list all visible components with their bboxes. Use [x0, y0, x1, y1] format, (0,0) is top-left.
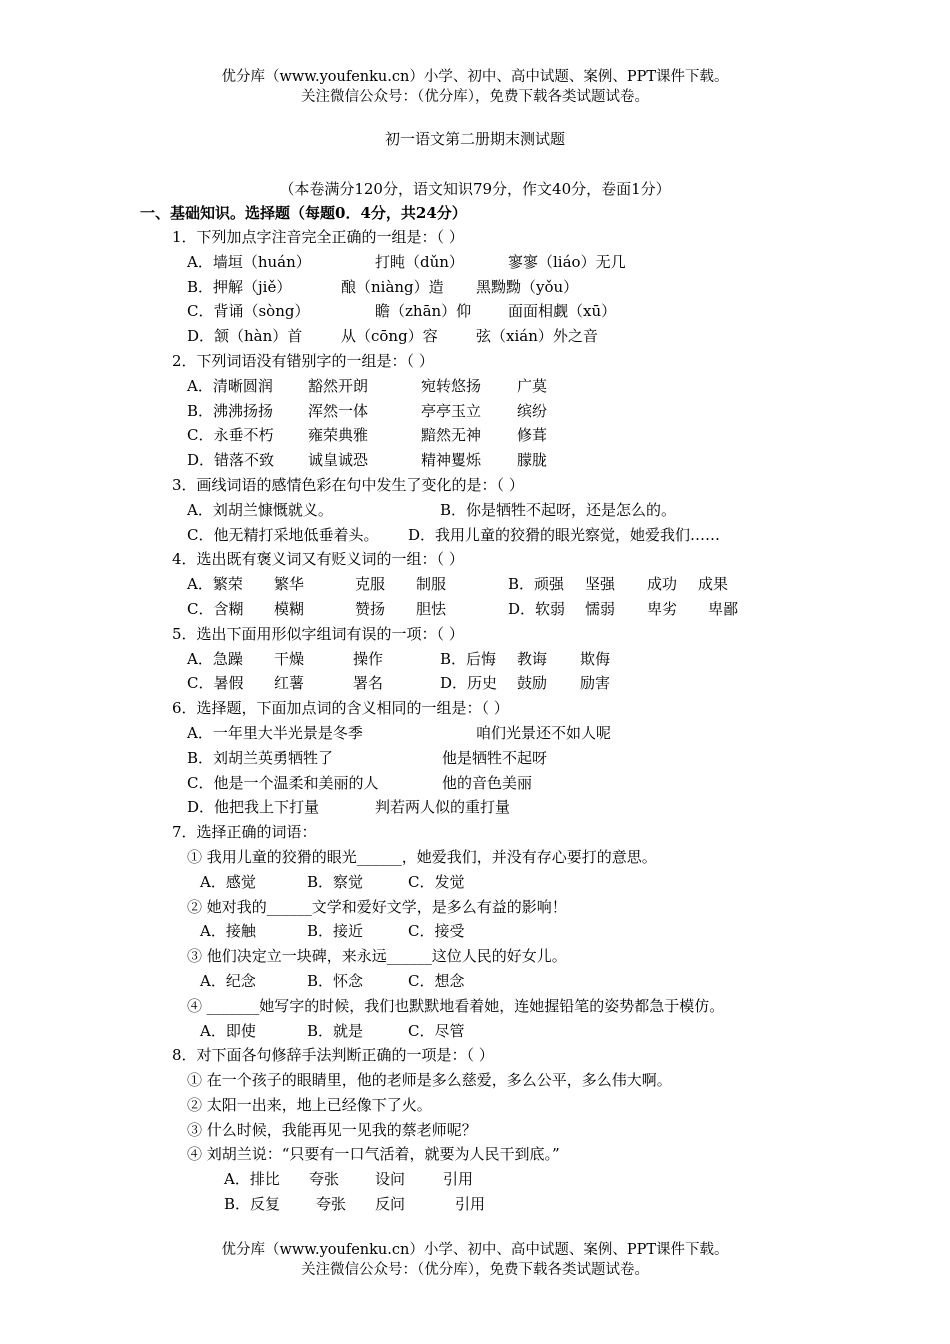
question-7-sentence-3: ③ 他们决定立一块碑，来永远______这位人民的好女儿。	[187, 947, 567, 966]
question-8-sentence-2: ② 太阳一出来，地上已经像下了火。	[187, 1095, 432, 1114]
footer-line-1: 优分库（www.youfenku.cn）小学、初中、高中试题、案例、PPT课件下载。	[221, 1242, 729, 1258]
page-title: 初一语文第二册期末测试题	[384, 130, 565, 148]
header-line-1: 优分库（www.youfenku.cn）小学、初中、高中试题、案例、PPT课件下载。	[221, 69, 729, 85]
question-8-option-a: A．排比 夸张 设问 引用	[224, 1170, 474, 1189]
question-7-options-2: A．接触 B．接近 C．接受	[200, 922, 465, 941]
question-2-stem: 2．下列词语没有错别字的一组是：（ ）	[172, 351, 434, 370]
question-6-option-b: B．刘胡兰英勇牺牲了 他是牺牲不起呀	[187, 748, 548, 767]
question-6-option-d: D．他把我上下打量 判若两人似的重打量	[187, 798, 511, 817]
question-3-stem: 3．画线词语的感情色彩在句中发生了变化的是：（ ）	[172, 475, 524, 494]
question-8-option-b: B．反复 夸张 反问 引用	[224, 1195, 486, 1214]
question-3-options-ab: A．刘胡兰慷慨就义。 B．你是牺牲不起呀，还是怎么的。	[187, 500, 677, 519]
question-1-option-c: C．背诵（sòng） 瞻（zhān）仰 面面相觑（xū）	[187, 302, 617, 321]
question-7-options-1: A．感觉 B．察觉 C．发觉	[200, 872, 465, 891]
section-heading: 一、基础知识。选择题（每题0．4分，共24分）	[140, 204, 467, 222]
question-6-stem: 6．选择题，下面加点词的含义相同的一组是：（ ）	[172, 699, 509, 718]
question-1-option-d: D．颔（hàn）首 从（cōng）容 弦（xián）外之音	[187, 327, 598, 346]
page-footer	[0, 1240, 950, 1280]
question-8-sentence-1: ① 在一个孩子的眼睛里，他的老师是多么慈爱，多么公平，多么伟大啊。	[187, 1071, 672, 1090]
question-1-option-b: B．押解（jiě） 酿（niàng）造 黑黝黝（yǒu）	[187, 277, 579, 296]
question-list	[0, 225, 950, 1217]
score-info: （本卷满分120分，语文知识79分，作文40分，卷面1分）	[279, 180, 671, 198]
page-header	[0, 67, 950, 107]
question-8-sentence-4: ④ 刘胡兰说：“只要有一口气活着，就要为人民干到底。”	[187, 1145, 560, 1164]
header-line-2: 关注微信公众号：（优分库），免费下载各类试题试卷。	[301, 89, 649, 105]
question-2-option-b: B．沸沸扬扬 浑然一体 亭亭玉立 缤纷	[187, 401, 548, 420]
question-1-option-a: A．墙垣（huán） 打盹（dǔn） 寥寥（liáo）无几	[187, 252, 626, 271]
question-6-option-c: C．他是一个温柔和美丽的人 他的音色美丽	[187, 773, 533, 792]
question-5-options-ab: A．急躁 干燥 操作 B．后悔 教诲 欺侮	[187, 649, 611, 668]
question-4-options-cd: C．含糊 模糊 赞扬 胆怯 D．软弱 懦弱 卑劣 卑鄙	[187, 599, 739, 618]
question-6-option-a: A．一年里大半光景是冬季 咱们光景还不如人呢	[187, 723, 612, 742]
question-7-options-3: A．纪念 B．怀念 C．想念	[200, 971, 465, 990]
question-2-option-d: D．错落不致 诚皇诚恐 精神矍烁 朦胧	[187, 451, 548, 470]
question-2-option-c: C．永垂不朽 雍荣典雅 黯然无神 修葺	[187, 426, 548, 445]
question-5-stem: 5．选出下面用形似字组词有误的一项：（ ）	[172, 624, 464, 643]
question-7-sentence-2: ② 她对我的______文学和爱好文学，是多么有益的影响！	[187, 897, 567, 916]
question-7-options-4: A．即使 B．就是 C．尽管	[200, 1021, 465, 1040]
question-8-stem: 8．对下面各句修辞手法判断正确的一项是：（ ）	[172, 1046, 494, 1065]
question-7-sentence-1: ① 我用儿童的狡猾的眼光______，她爱我们，并没有存心要打的意思。	[187, 847, 657, 866]
question-7-sentence-4: ④ _______她写字的时候，我们也默默地看着她，连她握铅笔的姿势都急于模仿。	[187, 996, 725, 1015]
question-7-stem: 7．选择正确的词语：	[172, 823, 317, 842]
question-3-options-cd: C．他无精打采地低垂着头。 D．我用儿童的狡猾的眼光察觉，她爱我们……	[187, 525, 721, 544]
question-4-stem: 4．选出既有褒义词又有贬义词的一组：（ ）	[172, 550, 464, 569]
question-4-options-ab: A．繁荣 繁华 克服 制服 B．顽强 坚强 成功 成果	[187, 575, 729, 594]
question-1-stem: 1．下列加点字注音完全正确的一组是：（ ）	[172, 228, 464, 246]
question-8-sentence-3: ③ 什么时候，我能再见一见我的蔡老师呢？	[187, 1120, 477, 1139]
question-2-option-a: A．清晰圆润 豁然开朗 宛转悠扬 广莫	[187, 376, 548, 395]
question-5-options-cd: C．暑假 红薯 署名 D．历史 鼓励 励害	[187, 674, 611, 693]
footer-line-2: 关注微信公众号：（优分库），免费下载各类试题试卷。	[301, 1262, 649, 1278]
